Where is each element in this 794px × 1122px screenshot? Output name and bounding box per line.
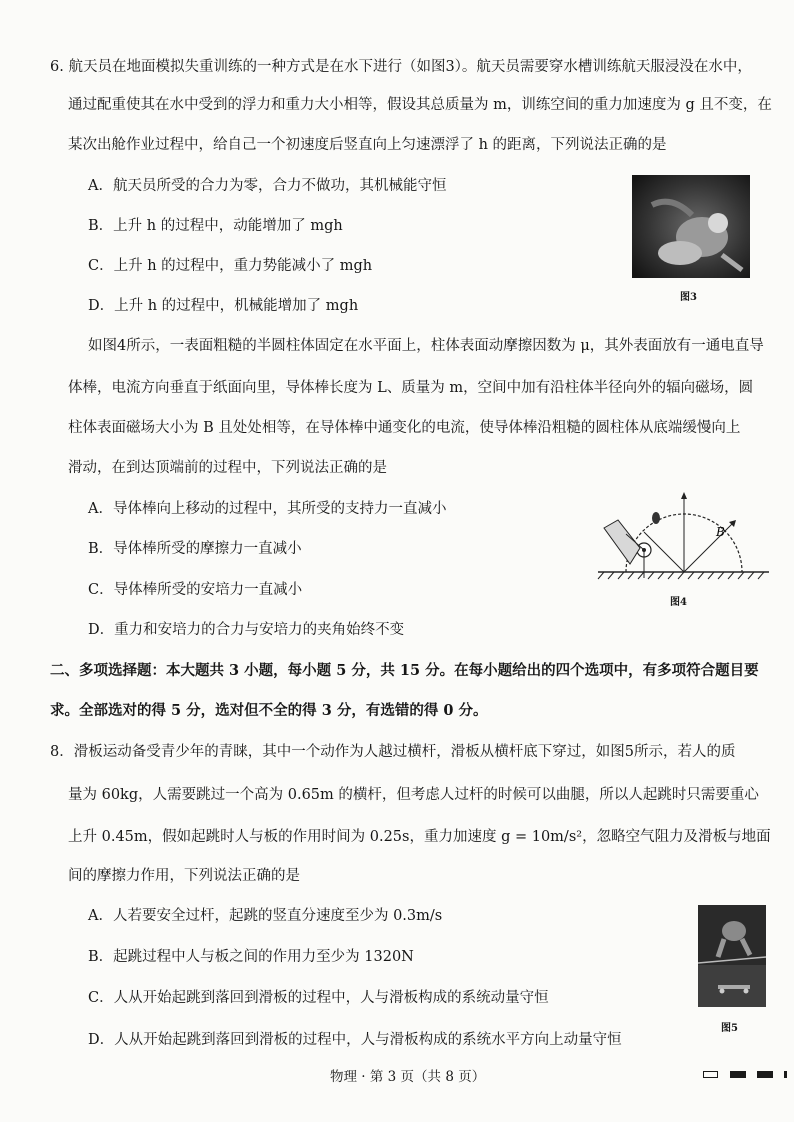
figure-4-diagram <box>596 490 771 585</box>
q7-option-a: A．导体棒向上移动的过程中，其所受的支持力一直减小 <box>88 501 447 517</box>
q7-option-b: B．导体棒所受的摩擦力一直减小 <box>88 541 302 557</box>
field-label-b: B <box>716 525 725 539</box>
q8-stem-line-3: 上升 0.45m，假如起跳时人与板的作用时间为 0.25s，重力加速度 g = 10m/s²，忽略空气阻力及滑板与地面 <box>68 829 771 845</box>
half-cylinder-diagram <box>596 490 771 585</box>
q7-option-d: D．重力和安培力的合力与安培力的夹角始终不变 <box>88 622 405 638</box>
section-2-heading-line-2: 求。全部选对的得 5 分，选对但不全的得 3 分，有选错的得 0 分。 <box>50 702 488 719</box>
q7-stem-line-4: 滑动，在到达顶端前的过程中，下列说法正确的是 <box>68 460 387 476</box>
figure-5-caption: 图5 <box>721 1023 738 1034</box>
q6-stem-line-2: 通过配重使其在水中受到的浮力和重力大小相等，假设其总质量为 m，训练空间的重力加速度为 g 且不变，在 <box>68 97 772 113</box>
q7-option-c: C．导体棒所受的安培力一直减小 <box>88 582 303 598</box>
q8-stem-line-2: 量为 60kg，人需要跳过一个高为 0.65m 的横杆，但考虑人过杆的时候可以曲腿，所以人起跳时只需要重心 <box>68 787 759 803</box>
footer-mark-hollow <box>703 1071 718 1078</box>
q6-option-a: A．航天员所受的合力为零，合力不做功，其机械能守恒 <box>88 178 447 194</box>
diver-photo-image <box>632 175 750 278</box>
q8-option-b: B．起跳过程中人与板之间的作用力至少为 1320N <box>88 949 414 965</box>
q7-stem-line-3: 柱体表面磁场大小为 B 且处处相等，在导体棒中通变化的电流，使导体棒沿粗糙的圆柱体从底端缓慢向上 <box>68 420 741 436</box>
q7-stem-line-1: 如图4所示，一表面粗糙的半圆柱体固定在水平面上，柱体表面动摩擦因数为 μ，其外表面放有一通电直导 <box>88 338 764 354</box>
footer-mark-solid-2 <box>757 1071 773 1078</box>
q8-option-d: D．人从开始起跳到落回到滑板的过程中，人与滑板构成的系统水平方向上动量守恒 <box>88 1032 622 1048</box>
q6-option-b: B．上升 h 的过程中，动能增加了 mgh <box>88 218 343 234</box>
q6-option-d: D．上升 h 的过程中，机械能增加了 mgh <box>88 298 359 314</box>
page-footer: 物理 · 第 3 页（共 8 页） <box>330 1069 486 1085</box>
figure-3-caption: 图3 <box>680 292 697 303</box>
footer-mark-solid-1 <box>730 1071 746 1078</box>
section-2-heading-line-1: 二、多项选择题：本大题共 3 小题，每小题 5 分，共 15 分。在每小题给出的四个选项中，有多项符合题目要 <box>50 662 759 679</box>
q8-stem-line-1: 8．滑板运动备受青少年的青睐，其中一个动作为人越过横杆，滑板从横杆底下穿过，如图5所示，若人的质 <box>50 744 736 760</box>
figure-3-photo <box>632 175 750 278</box>
q7-stem-line-2: 体棒，电流方向垂直于纸面向里，导体棒长度为 L、质量为 m，空间中加有沿柱体半径向外的辐向磁场，圆 <box>68 380 754 396</box>
footer-mark-edge <box>784 1071 787 1078</box>
q8-option-c: C．人从开始起跳到落回到滑板的过程中，人与滑板构成的系统动量守恒 <box>88 990 549 1006</box>
q6-option-c: C．上升 h 的过程中，重力势能减小了 mgh <box>88 258 373 274</box>
skateboard-photo-image <box>698 905 766 1007</box>
figure-5-photo <box>698 905 766 1007</box>
q6-stem-line-1: 6. 航天员在地面模拟失重训练的一种方式是在水下进行（如图3）。航天员需要穿水槽训练航天服浸没在水中， <box>50 59 752 75</box>
q8-option-a: A．人若要安全过杆，起跳的竖直分速度至少为 0.3m/s <box>88 908 443 924</box>
figure-4-caption: 图4 <box>670 597 687 608</box>
q6-stem-line-3: 某次出舱作业过程中，给自己一个初速度后竖直向上匀速漂浮了 h 的距离，下列说法正确的是 <box>68 137 667 153</box>
q8-stem-line-4: 间的摩擦力作用，下列说法正确的是 <box>68 868 300 884</box>
